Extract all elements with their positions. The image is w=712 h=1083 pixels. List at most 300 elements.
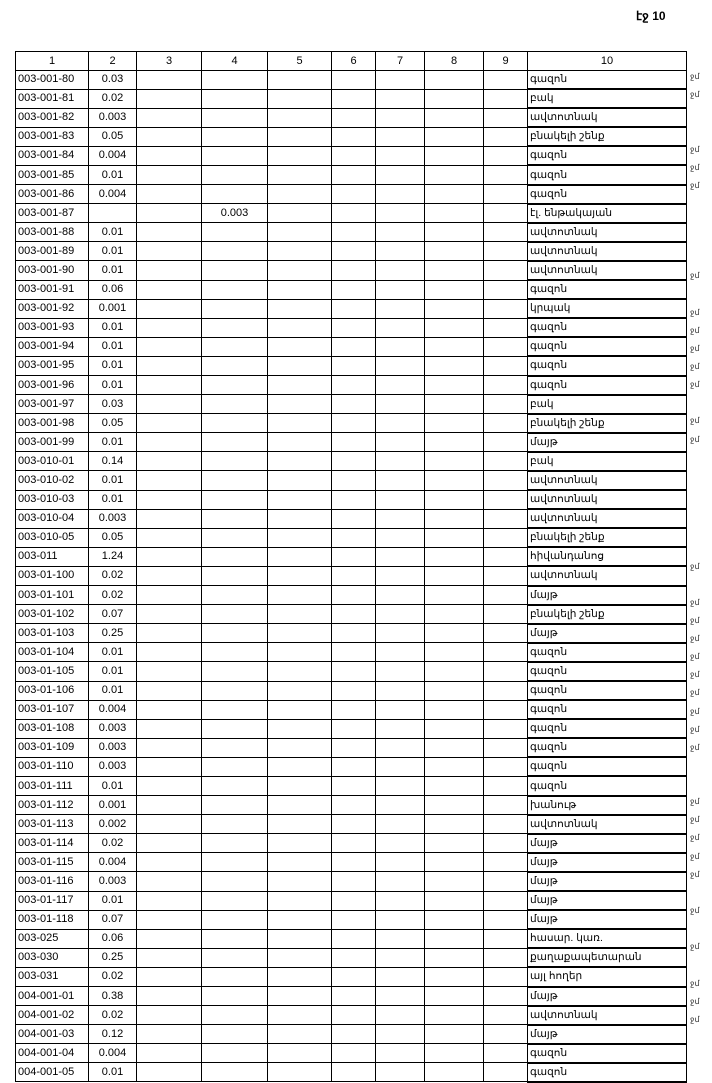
- value-cell-col4: [202, 662, 268, 681]
- value-cell-col2: 0.07: [89, 910, 137, 929]
- value-cell-col3: [137, 471, 202, 490]
- value-cell-col7: [376, 929, 425, 948]
- value-cell-col3: [137, 376, 202, 395]
- value-cell-col8: [425, 681, 484, 700]
- value-cell-col3: [137, 872, 202, 891]
- value-cell-col2: 0.003: [89, 757, 137, 776]
- value-cell-col2: 0.01: [89, 318, 137, 337]
- table-row: [16, 910, 687, 929]
- land-use-cell: ավտոտնակ: [528, 509, 687, 528]
- value-cell-col2: 0.02: [89, 566, 137, 585]
- value-cell-col8: [425, 146, 484, 165]
- value-cell-col4: [202, 299, 268, 318]
- margin-note: ջմ: [690, 706, 700, 716]
- value-cell-col9: [484, 910, 528, 929]
- land-use-cell: գազոն: [528, 356, 687, 375]
- value-cell-col2: 0.02: [89, 89, 137, 108]
- value-cell-col6: [332, 853, 376, 872]
- parcel-code-cell: 003-01-116: [16, 872, 89, 891]
- value-cell-col3: [137, 356, 202, 375]
- value-cell-col9: [484, 757, 528, 776]
- value-cell-col7: [376, 165, 425, 184]
- value-cell-col6: [332, 223, 376, 242]
- value-cell-col7: [376, 796, 425, 815]
- value-cell-col5: [268, 891, 332, 910]
- value-cell-col9: [484, 185, 528, 204]
- value-cell-col4: [202, 318, 268, 337]
- table-row: [16, 318, 687, 337]
- table-row: [16, 433, 687, 452]
- value-cell-col9: [484, 471, 528, 490]
- value-cell-col8: [425, 776, 484, 795]
- table-row: [16, 624, 687, 643]
- value-cell-col7: [376, 1025, 425, 1044]
- value-cell-col7: [376, 815, 425, 834]
- value-cell-col5: [268, 146, 332, 165]
- value-cell-col8: [425, 376, 484, 395]
- value-cell-col7: [376, 490, 425, 509]
- value-cell-col2: 0.001: [89, 299, 137, 318]
- value-cell-col6: [332, 509, 376, 528]
- value-cell-col5: [268, 967, 332, 986]
- value-cell-col8: [425, 261, 484, 280]
- land-use-cell: գազոն: [528, 71, 687, 90]
- parcel-code-cell: 003-001-99: [16, 433, 89, 452]
- table-row: [16, 204, 687, 223]
- value-cell-col4: [202, 528, 268, 547]
- margin-note: ջմ: [690, 72, 700, 81]
- value-cell-col5: [268, 490, 332, 509]
- parcel-code-cell: 003-025: [16, 929, 89, 948]
- value-cell-col6: [332, 1006, 376, 1025]
- value-cell-col8: [425, 71, 484, 90]
- value-cell-col3: [137, 299, 202, 318]
- value-cell-col3: [137, 662, 202, 681]
- value-cell-col6: [332, 108, 376, 127]
- value-cell-col9: [484, 433, 528, 452]
- value-cell-col2: 0.004: [89, 1044, 137, 1063]
- value-cell-col4: [202, 605, 268, 624]
- value-cell-col5: [268, 89, 332, 108]
- margin-note: ջմ: [690, 797, 700, 807]
- parcel-code-cell: 003-01-111: [16, 776, 89, 795]
- value-cell-col4: [202, 700, 268, 719]
- value-cell-col7: [376, 185, 425, 204]
- value-cell-col2: 0.01: [89, 776, 137, 795]
- value-cell-col9: [484, 528, 528, 547]
- value-cell-col3: [137, 681, 202, 700]
- parcel-code-cell: 003-01-113: [16, 815, 89, 834]
- value-cell-col5: [268, 624, 332, 643]
- table-row: [16, 509, 687, 528]
- value-cell-col9: [484, 796, 528, 815]
- value-cell-col6: [332, 662, 376, 681]
- value-cell-col2: 0.004: [89, 700, 137, 719]
- value-cell-col2: 0.25: [89, 624, 137, 643]
- value-cell-col4: [202, 89, 268, 108]
- margin-note: ջմ: [690, 162, 700, 172]
- value-cell-col9: [484, 834, 528, 853]
- value-cell-col9: [484, 605, 528, 624]
- value-cell-col4: [202, 776, 268, 795]
- value-cell-col6: [332, 490, 376, 509]
- value-cell-col5: [268, 71, 332, 90]
- land-use-cell: մայթ: [528, 586, 687, 605]
- land-use-cell: ավտոտնակ: [528, 566, 687, 585]
- value-cell-col7: [376, 948, 425, 967]
- value-cell-col6: [332, 433, 376, 452]
- value-cell-col4: [202, 165, 268, 184]
- value-cell-col9: [484, 719, 528, 738]
- value-cell-col6: [332, 566, 376, 585]
- parcel-code-cell: 003-01-107: [16, 700, 89, 719]
- table-row: [16, 605, 687, 624]
- value-cell-col3: [137, 987, 202, 1006]
- margin-note: ջմ: [690, 307, 700, 317]
- value-cell-col6: [332, 700, 376, 719]
- table-row: [16, 796, 687, 815]
- value-cell-col8: [425, 757, 484, 776]
- parcel-code-cell: 003-010-01: [16, 452, 89, 471]
- table-row: [16, 223, 687, 242]
- value-cell-col4: [202, 815, 268, 834]
- value-cell-col2: 0.003: [89, 108, 137, 127]
- value-cell-col9: [484, 490, 528, 509]
- value-cell-col4: [202, 719, 268, 738]
- value-cell-col6: [332, 185, 376, 204]
- value-cell-col5: [268, 414, 332, 433]
- value-cell-col5: [268, 1025, 332, 1044]
- parcel-code-cell: 003-001-98: [16, 414, 89, 433]
- value-cell-col9: [484, 356, 528, 375]
- value-cell-col2: 0.02: [89, 586, 137, 605]
- land-parcel-table: [15, 51, 687, 1083]
- value-cell-col5: [268, 681, 332, 700]
- table-row: [16, 1006, 687, 1025]
- margin-note: ջմ: [690, 144, 700, 154]
- value-cell-col8: [425, 967, 484, 986]
- value-cell-col5: [268, 586, 332, 605]
- value-cell-col5: [268, 528, 332, 547]
- value-cell-col4: [202, 891, 268, 910]
- parcel-code-cell: 003-010-05: [16, 528, 89, 547]
- value-cell-col4: [202, 223, 268, 242]
- value-cell-col8: [425, 1063, 484, 1082]
- value-cell-col8: [425, 815, 484, 834]
- value-cell-col9: [484, 681, 528, 700]
- value-cell-col3: [137, 700, 202, 719]
- value-cell-col3: [137, 223, 202, 242]
- value-cell-col3: [137, 605, 202, 624]
- value-cell-col8: [425, 929, 484, 948]
- value-cell-col7: [376, 1006, 425, 1025]
- value-cell-col8: [425, 242, 484, 261]
- value-cell-col7: [376, 223, 425, 242]
- margin-note: ջմ: [690, 380, 700, 390]
- parcel-code-cell: 003-01-104: [16, 643, 89, 662]
- value-cell-col5: [268, 185, 332, 204]
- value-cell-col3: [137, 261, 202, 280]
- value-cell-col7: [376, 757, 425, 776]
- value-cell-col4: [202, 452, 268, 471]
- value-cell-col5: [268, 471, 332, 490]
- value-cell-col8: [425, 299, 484, 318]
- value-cell-col3: [137, 853, 202, 872]
- value-cell-col7: [376, 1044, 425, 1063]
- value-cell-col4: [202, 1044, 268, 1063]
- margin-note: ջմ: [690, 597, 700, 607]
- value-cell-col8: [425, 395, 484, 414]
- value-cell-col7: [376, 280, 425, 299]
- value-cell-col7: [376, 299, 425, 318]
- value-cell-col5: [268, 834, 332, 853]
- value-cell-col2: 1.24: [89, 547, 137, 566]
- value-cell-col5: [268, 815, 332, 834]
- value-cell-col9: [484, 815, 528, 834]
- value-cell-col2: 0.003: [89, 872, 137, 891]
- value-cell-col5: [268, 165, 332, 184]
- table-row: [16, 337, 687, 356]
- margin-note: ջմ: [690, 343, 700, 353]
- margin-note: ջմ: [690, 271, 700, 281]
- value-cell-col5: [268, 1044, 332, 1063]
- value-cell-col4: [202, 1025, 268, 1044]
- value-cell-col9: [484, 299, 528, 318]
- value-cell-col2: 0.05: [89, 127, 137, 146]
- value-cell-col9: [484, 337, 528, 356]
- value-cell-col4: [202, 566, 268, 585]
- value-cell-col4: [202, 127, 268, 146]
- value-cell-col8: [425, 547, 484, 566]
- parcel-code-cell: 003-001-94: [16, 337, 89, 356]
- land-use-cell: ավտոտնակ: [528, 261, 687, 280]
- value-cell-col5: [268, 318, 332, 337]
- land-use-cell: հիվանդանոց: [528, 547, 687, 566]
- column-header-4: 4: [202, 52, 268, 71]
- value-cell-col6: [332, 356, 376, 375]
- column-header-3: 3: [137, 52, 202, 71]
- parcel-code-cell: 004-001-03: [16, 1025, 89, 1044]
- value-cell-col5: [268, 547, 332, 566]
- table-row: [16, 948, 687, 967]
- land-use-cell: բնակելի շենք: [528, 127, 687, 146]
- land-use-cell: բակ: [528, 395, 687, 414]
- value-cell-col3: [137, 318, 202, 337]
- parcel-code-cell: 003-001-96: [16, 376, 89, 395]
- margin-note: ջմ: [690, 815, 700, 825]
- value-cell-col9: [484, 853, 528, 872]
- table-row: [16, 528, 687, 547]
- value-cell-col4: [202, 757, 268, 776]
- value-cell-col9: [484, 165, 528, 184]
- value-cell-col6: [332, 948, 376, 967]
- table-row: [16, 108, 687, 127]
- table-row: [16, 547, 687, 566]
- parcel-code-cell: 003-001-87: [16, 204, 89, 223]
- value-cell-col2: 0.002: [89, 815, 137, 834]
- table-row: [16, 471, 687, 490]
- parcel-code-cell: 004-001-05: [16, 1063, 89, 1082]
- table-row: [16, 71, 687, 90]
- value-cell-col6: [332, 605, 376, 624]
- value-cell-col7: [376, 700, 425, 719]
- margin-note: ջմ: [690, 942, 700, 952]
- value-cell-col5: [268, 223, 332, 242]
- value-cell-col2: 0.01: [89, 165, 137, 184]
- value-cell-col3: [137, 815, 202, 834]
- column-header-7: 7: [376, 52, 425, 71]
- value-cell-col4: [202, 1063, 268, 1082]
- parcel-code-cell: 003-001-80: [16, 71, 89, 90]
- value-cell-col9: [484, 624, 528, 643]
- value-cell-col4: [202, 624, 268, 643]
- parcel-code-cell: 004-001-02: [16, 1006, 89, 1025]
- value-cell-col7: [376, 643, 425, 662]
- land-use-cell: քաղաքապետարան: [528, 948, 687, 967]
- margin-note: ջմ: [690, 652, 700, 662]
- value-cell-col3: [137, 796, 202, 815]
- parcel-code-cell: 003-001-82: [16, 108, 89, 127]
- margin-note: ջմ: [690, 833, 700, 843]
- value-cell-col6: [332, 967, 376, 986]
- column-header-10: 10: [528, 52, 687, 71]
- margin-note: ջմ: [690, 851, 700, 861]
- value-cell-col9: [484, 108, 528, 127]
- parcel-code-cell: 003-01-109: [16, 738, 89, 757]
- value-cell-col6: [332, 318, 376, 337]
- margin-note: ջմ: [690, 724, 700, 734]
- value-cell-col7: [376, 910, 425, 929]
- value-cell-col5: [268, 1006, 332, 1025]
- value-cell-col5: [268, 242, 332, 261]
- value-cell-col2: 0.01: [89, 891, 137, 910]
- value-cell-col7: [376, 395, 425, 414]
- value-cell-col8: [425, 204, 484, 223]
- value-cell-col7: [376, 414, 425, 433]
- table-row: [16, 1063, 687, 1082]
- land-use-cell: հասար. կառ.: [528, 929, 687, 948]
- table-row: [16, 929, 687, 948]
- parcel-code-cell: 003-01-112: [16, 796, 89, 815]
- table-row: [16, 834, 687, 853]
- value-cell-col4: [202, 356, 268, 375]
- value-cell-col9: [484, 452, 528, 471]
- land-use-cell: գազոն: [528, 719, 687, 738]
- value-cell-col5: [268, 566, 332, 585]
- value-cell-col2: 0.003: [89, 509, 137, 528]
- value-cell-col6: [332, 395, 376, 414]
- value-cell-col6: [332, 471, 376, 490]
- value-cell-col5: [268, 376, 332, 395]
- value-cell-col9: [484, 89, 528, 108]
- value-cell-col3: [137, 547, 202, 566]
- value-cell-col6: [332, 1044, 376, 1063]
- value-cell-col9: [484, 1063, 528, 1082]
- value-cell-col4: 0.003: [202, 204, 268, 223]
- value-cell-col5: [268, 757, 332, 776]
- value-cell-col2: 0.02: [89, 1006, 137, 1025]
- value-cell-col6: [332, 1063, 376, 1082]
- value-cell-col5: [268, 395, 332, 414]
- land-use-cell: մայթ: [528, 834, 687, 853]
- value-cell-col8: [425, 528, 484, 547]
- value-cell-col5: [268, 433, 332, 452]
- value-cell-col2: 0.01: [89, 223, 137, 242]
- parcel-code-cell: 003-001-93: [16, 318, 89, 337]
- table-row: [16, 700, 687, 719]
- value-cell-col9: [484, 948, 528, 967]
- land-use-cell: ավտոտնակ: [528, 471, 687, 490]
- parcel-code-cell: 003-01-106: [16, 681, 89, 700]
- parcel-code-cell: 003-01-115: [16, 853, 89, 872]
- value-cell-col8: [425, 509, 484, 528]
- value-cell-col9: [484, 662, 528, 681]
- value-cell-col8: [425, 1006, 484, 1025]
- value-cell-col6: [332, 280, 376, 299]
- parcel-code-cell: 003-01-103: [16, 624, 89, 643]
- value-cell-col2: 0.06: [89, 929, 137, 948]
- value-cell-col7: [376, 261, 425, 280]
- value-cell-col9: [484, 566, 528, 585]
- value-cell-col6: [332, 89, 376, 108]
- value-cell-col3: [137, 127, 202, 146]
- table-row: [16, 185, 687, 204]
- value-cell-col7: [376, 738, 425, 757]
- value-cell-col8: [425, 853, 484, 872]
- value-cell-col5: [268, 280, 332, 299]
- value-cell-col6: [332, 146, 376, 165]
- table-row: [16, 414, 687, 433]
- value-cell-col8: [425, 624, 484, 643]
- land-use-cell: գազոն: [528, 280, 687, 299]
- value-cell-col6: [332, 452, 376, 471]
- value-cell-col3: [137, 490, 202, 509]
- value-cell-col5: [268, 299, 332, 318]
- value-cell-col8: [425, 452, 484, 471]
- value-cell-col8: [425, 643, 484, 662]
- land-use-cell: գազոն: [528, 146, 687, 165]
- table-row: [16, 757, 687, 776]
- value-cell-col4: [202, 337, 268, 356]
- value-cell-col9: [484, 700, 528, 719]
- value-cell-col4: [202, 967, 268, 986]
- table-row: [16, 299, 687, 318]
- parcel-code-cell: 003-01-108: [16, 719, 89, 738]
- margin-note: ջմ: [690, 688, 700, 698]
- value-cell-col6: [332, 71, 376, 90]
- value-cell-col2: 0.01: [89, 337, 137, 356]
- value-cell-col8: [425, 185, 484, 204]
- value-cell-col8: [425, 948, 484, 967]
- value-cell-col4: [202, 242, 268, 261]
- value-cell-col7: [376, 872, 425, 891]
- value-cell-col5: [268, 356, 332, 375]
- parcel-code-cell: 003-001-84: [16, 146, 89, 165]
- value-cell-col4: [202, 146, 268, 165]
- value-cell-col5: [268, 910, 332, 929]
- value-cell-col6: [332, 547, 376, 566]
- value-cell-col5: [268, 108, 332, 127]
- value-cell-col2: 0.12: [89, 1025, 137, 1044]
- land-use-cell: ավտոտնակ: [528, 223, 687, 242]
- value-cell-col2: 0.004: [89, 185, 137, 204]
- value-cell-col7: [376, 624, 425, 643]
- value-cell-col9: [484, 146, 528, 165]
- value-cell-col9: [484, 318, 528, 337]
- value-cell-col2: 0.01: [89, 242, 137, 261]
- land-use-cell: գազոն: [528, 738, 687, 757]
- value-cell-col7: [376, 89, 425, 108]
